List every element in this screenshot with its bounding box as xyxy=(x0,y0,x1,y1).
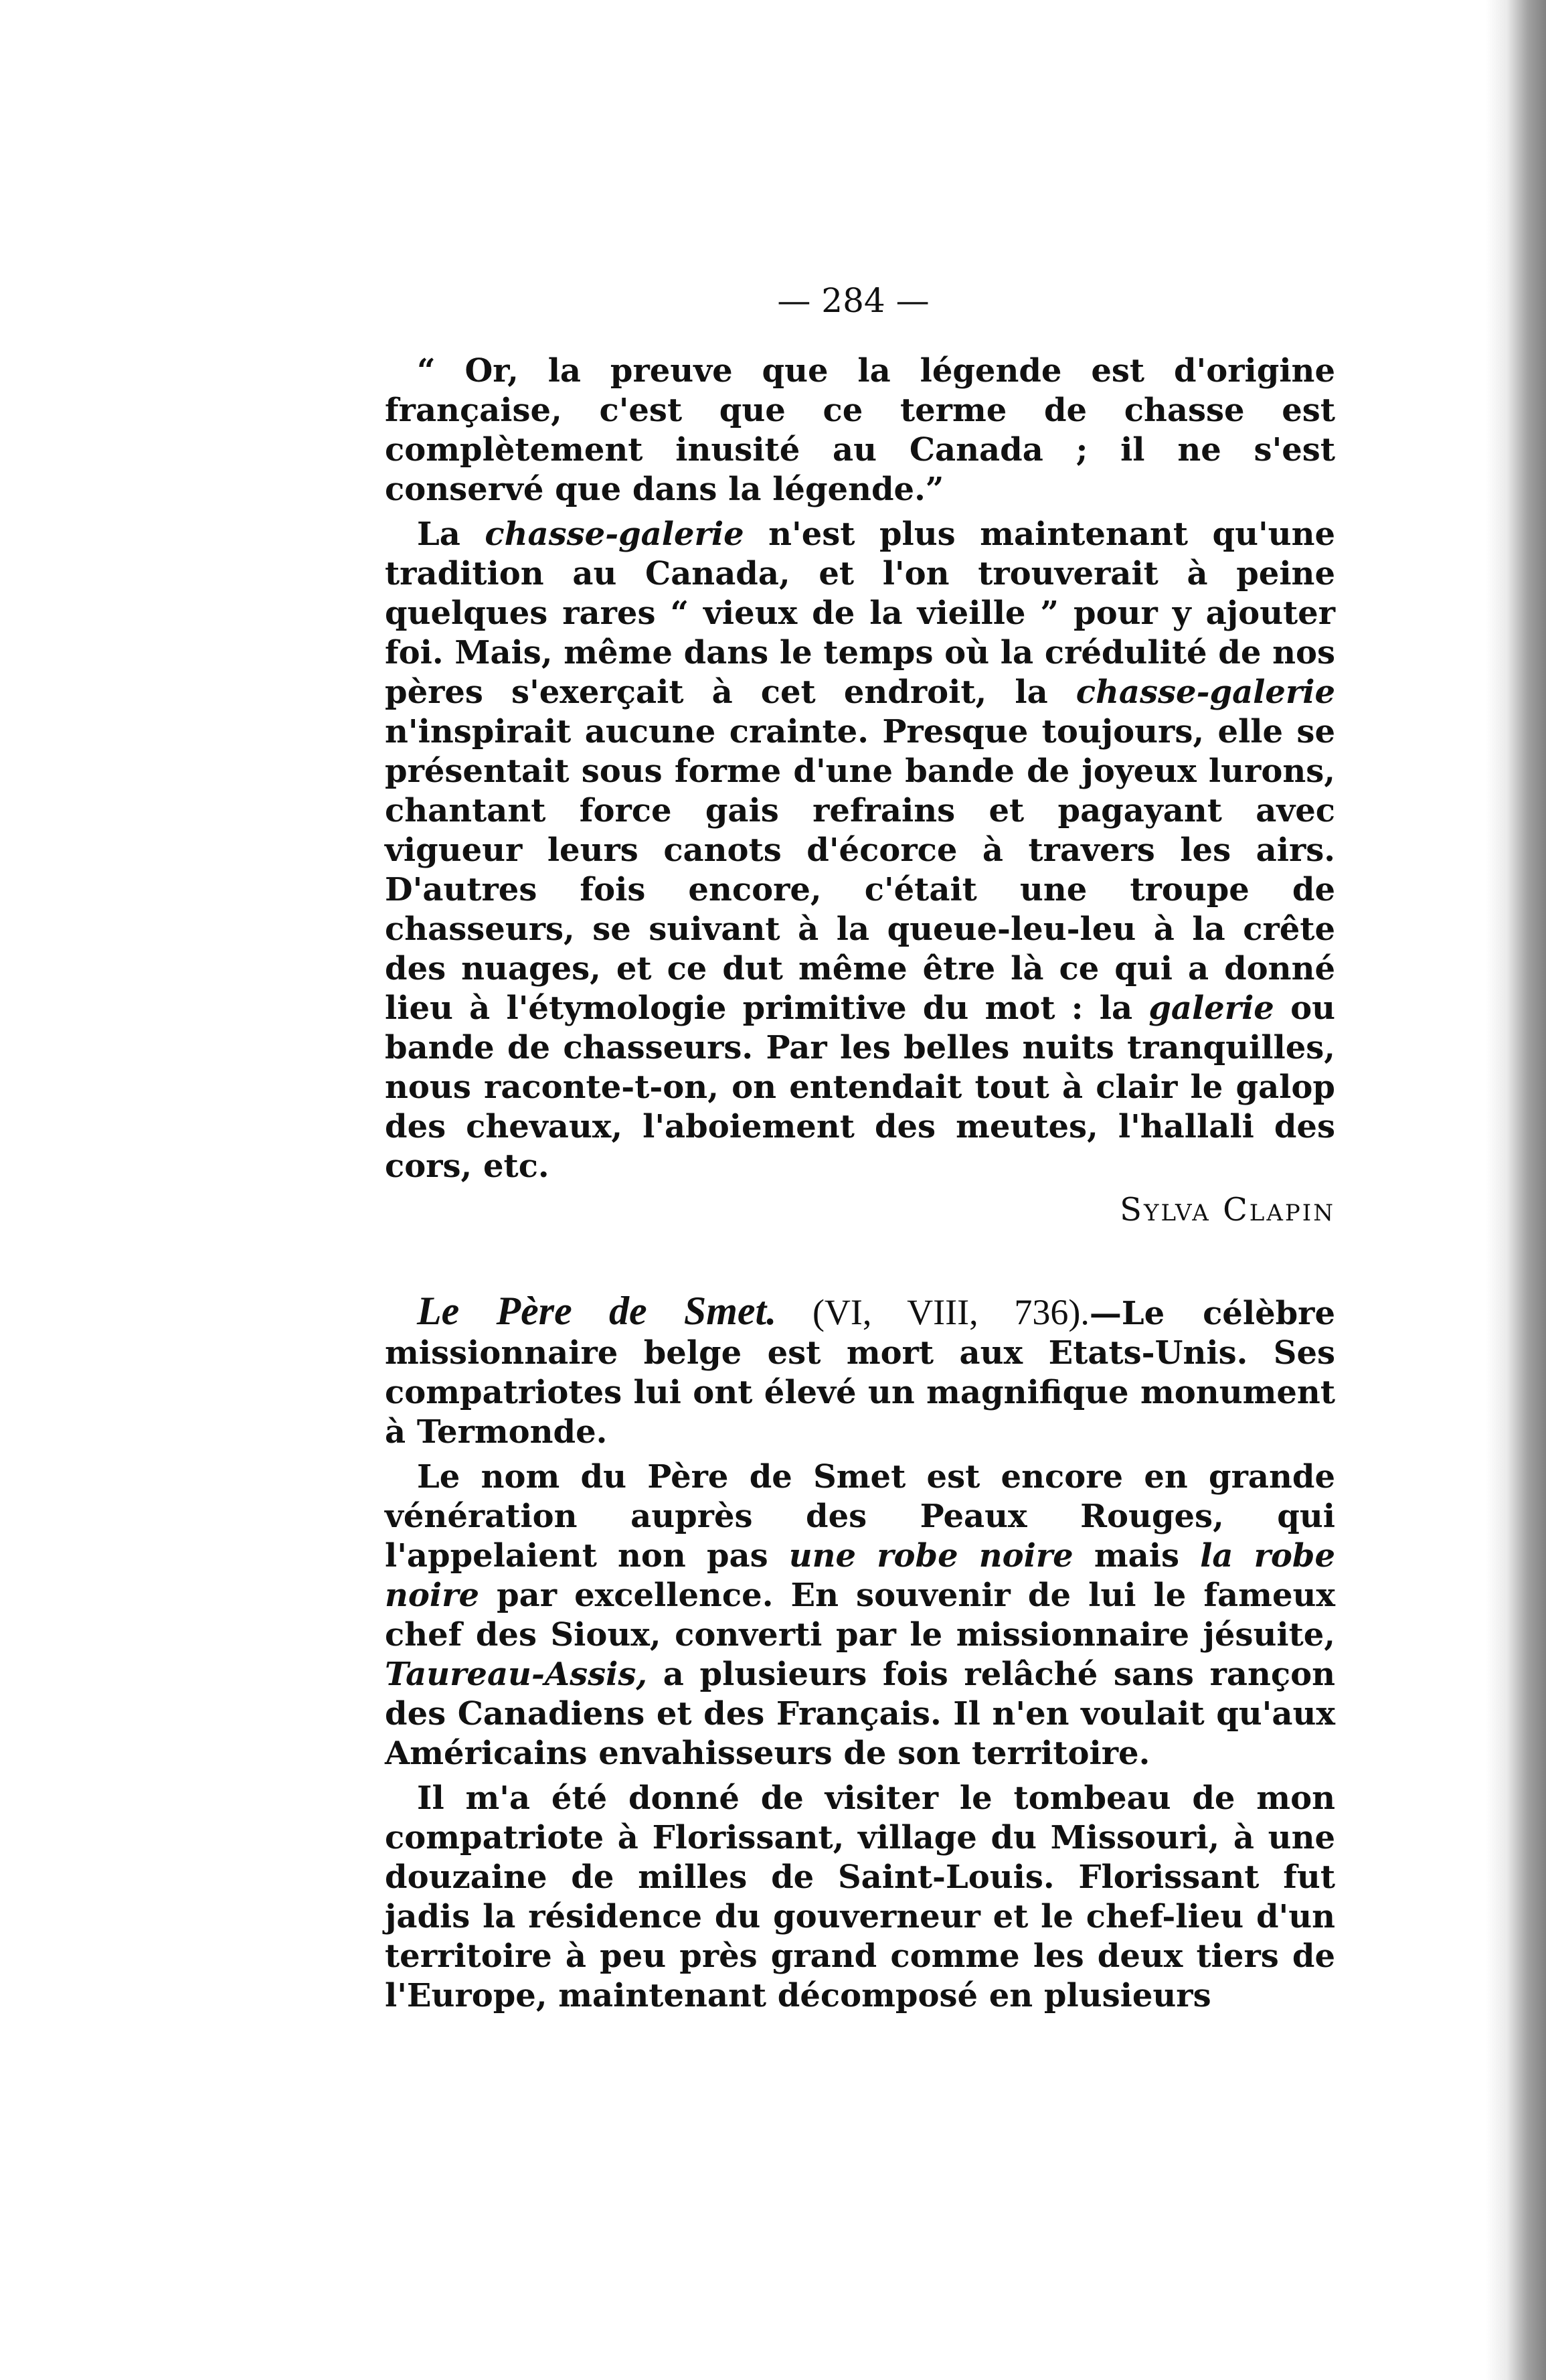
paragraph-quote: “ Or, la preuve que la légende est d'origine française, c'est que ce terme de chasse est complètement inusité au Canada ; il ne s'est conservé que dans la légende.” xyxy=(385,352,1335,508)
page-edge-shadow xyxy=(1486,0,1546,2380)
text-span: a plusieurs fois relâché sans rançon des Canadiens et des Français. Il n'en voulait qu'aux Américains envahisseurs de son territoire. xyxy=(385,1656,1335,1772)
page-number: — 284 — xyxy=(777,281,930,320)
paragraph-chasse-galerie xyxy=(385,515,1335,1186)
italic-term: une robe noire xyxy=(788,1537,1073,1575)
text-span: par excellence. En souvenir de lui le fameux chef des Sioux, converti par le missionnaire jésuite, xyxy=(385,1577,1335,1654)
italic-term: la robe noire xyxy=(385,1537,1335,1614)
text-span: La xyxy=(417,515,485,553)
paragraph-veneration xyxy=(385,1457,1335,1773)
paragraph-florissant: Il m'a été donné de visiter le tombeau de mon compatriote à Florissant, village du Missouri, à une douzaine de milles de Saint-Louis. Florissant fut jadis la résidence du gouverneur et le chef-lieu d'un territoire à peu près grand comme les deux tiers de l'Europe, maintenant décomposé en plusieurs xyxy=(385,1779,1335,2014)
text-span: mais xyxy=(1073,1537,1201,1575)
text-span: —Le célèbre missionnaire belge est mort aux Etats-Unis. Ses compatriotes lui ont élevé un magnifique monument à Termonde. xyxy=(385,1295,1336,1451)
page-body xyxy=(385,351,1335,2016)
italic-term: galerie xyxy=(1148,989,1274,1027)
section-title: Le Père de Smet. xyxy=(417,1289,777,1333)
italic-term: Taureau-Assis, xyxy=(385,1656,648,1693)
author-signature: Sylva Clapin xyxy=(1120,1191,1335,1228)
text-span: n'inspirait aucune crainte. Presque toujours, elle se présentait sous forme d'une bande de joyeux lurons, chantant force gais refrains et pagayant avec vigueur leurs canots d'écorce à travers les airs. D'autres fois encore, c'était une troupe de chasseurs, se suivant à la queue-leu-leu à la crête des nuages, et ce dut même être là ce qui a donné lieu à l'étymologie primitive du mot : la xyxy=(385,713,1335,1027)
section-reference: (VI, VIII, 736). xyxy=(776,1292,1090,1332)
text-span: Le nom du Père de Smet est encore en grande vénération auprès des Peaux Rouges, qui l'appelaient non pas xyxy=(385,1458,1335,1575)
paragraph-pere-de-smet xyxy=(385,1291,1335,1452)
text-span: ou bande de chasseurs. Par les belles nuits tranquilles, nous raconte-t-on, on entendait tout à clair le galop des chevaux, l'aboiement des meutes, l'hallali des cors, etc. xyxy=(385,989,1336,1185)
italic-term: chasse-galerie xyxy=(485,515,744,553)
italic-term: chasse-galerie xyxy=(1076,673,1335,711)
text-span: n'est plus maintenant qu'une tradition au Canada, et l'on trouverait à peine quelques rares “ vieux de la vieille ” pour y ajouter foi. Mais, même dans le temps où la crédulité de nos pères s'exerçait à cet endroit, la xyxy=(385,515,1336,711)
